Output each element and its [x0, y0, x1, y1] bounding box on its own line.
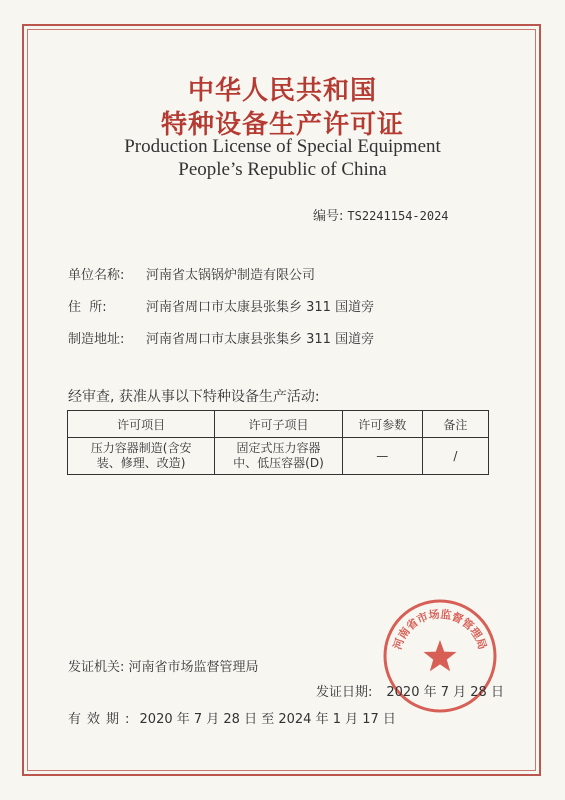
cell-permit-subitem-line1: 固定式压力容器	[236, 441, 321, 455]
validity-period	[68, 708, 396, 727]
issuing-authority-value: 河南省市场监督管理局	[128, 660, 259, 675]
header-permit-subitem: 许可子项目	[215, 411, 343, 438]
seal-star-icon	[424, 640, 457, 671]
table-row	[68, 438, 489, 475]
permit-table	[67, 410, 489, 475]
issue-date	[316, 681, 504, 700]
field-manufacturing-address	[68, 328, 374, 347]
cell-permit-subitem-line2: 中、低压容器(D)	[233, 456, 324, 470]
license-number-value: TS2241154-2024	[347, 209, 449, 223]
issuing-authority	[68, 656, 259, 675]
header-remarks: 备注	[422, 411, 488, 438]
license-number-label: 编号:	[313, 209, 344, 224]
cell-remarks: /	[422, 438, 488, 475]
cell-permit-item-line1: 压力容器制造(含安	[90, 441, 192, 455]
cell-permit-item	[68, 438, 215, 475]
title-en-line1: Production License of Special Equipment	[124, 136, 441, 157]
approval-intro: 经审查, 获准从事以下特种设备生产活动:	[68, 389, 320, 405]
issue-date-label: 发证日期:	[316, 685, 373, 700]
cell-permit-item-line2: 装、修理、改造)	[96, 456, 186, 470]
field-manufacturing-address-label: 制造地址:	[68, 332, 125, 347]
validity-period-value: 2020 年 7 月 28 日 至 2024 年 1 月 17 日	[139, 712, 396, 727]
cell-permit-parameter: —	[342, 438, 422, 475]
field-address-value: 河南省周口市太康县张集乡 311 国道旁	[146, 300, 375, 315]
field-unit-name-label: 单位名称:	[68, 268, 125, 283]
permit-table-header	[68, 411, 489, 438]
cell-permit-subitem	[215, 438, 343, 475]
issuing-authority-label: 发证机关:	[68, 660, 125, 675]
license-number	[313, 205, 449, 224]
header-permit-item: 许可项目	[68, 411, 215, 438]
field-address-label: 住 所:	[68, 300, 107, 315]
seal-text: 河南省市场监督管理局	[390, 607, 490, 652]
validity-period-label: 有效期:	[68, 712, 136, 727]
field-unit-name-value: 河南省太锅锅炉制造有限公司	[146, 268, 316, 283]
title-cn-line2: 特种设备生产许可证	[160, 110, 404, 140]
title-cn-line1: 中华人民共和国	[187, 76, 377, 106]
field-address	[68, 296, 374, 315]
issue-date-value: 2020 年 7 月 28 日	[386, 685, 504, 700]
field-manufacturing-address-value: 河南省周口市太康县张集乡 311 国道旁	[146, 332, 375, 347]
field-unit-name	[68, 264, 315, 283]
header-permit-parameter: 许可参数	[342, 411, 422, 438]
title-en-line2: People’s Republic of China	[178, 159, 387, 180]
